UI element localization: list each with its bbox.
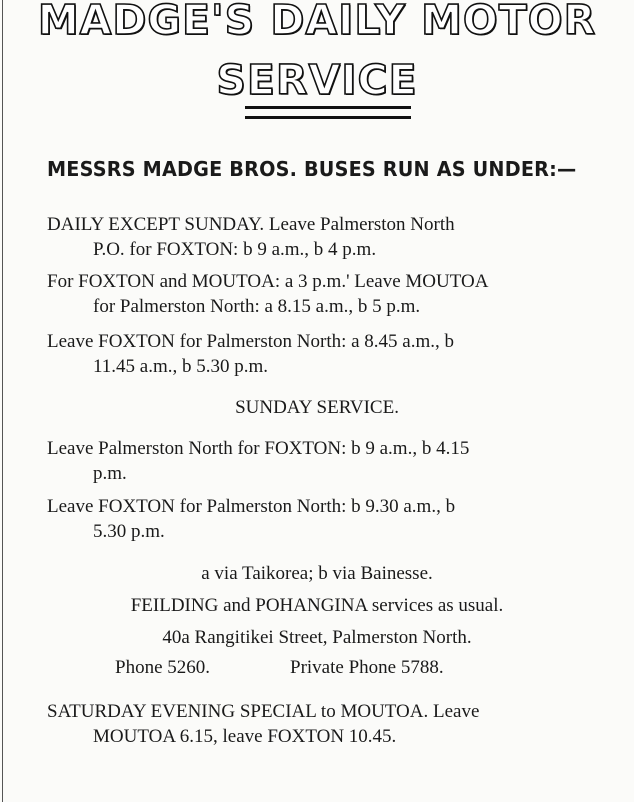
sunday-service-title: SUNDAY SERVICE. (235, 397, 399, 418)
sunday-paragraph-1 (47, 436, 617, 486)
phone-number: Phone 5260. (115, 657, 210, 678)
saturday-special-paragraph (47, 699, 617, 749)
weekday-paragraph-3 (47, 329, 617, 379)
headline-line-2: SERVICE (216, 56, 418, 104)
sunday-p1-line2: p.m. (93, 463, 127, 484)
address: 40a Rangitikei Street, Palmerston North. (162, 627, 472, 648)
subheading: MESSRS MADGE BROS. BUSES RUN AS UNDER:— (47, 157, 577, 181)
weekday-paragraph-1 (47, 212, 617, 262)
private-phone-number: Private Phone 5788. (290, 657, 444, 678)
route-legend: a via Taikorea; b via Bainesse. (201, 563, 433, 584)
weekday-p2-line2: for Palmerston North: a 8.15 a.m., b 5 p.m. (93, 296, 421, 317)
saturday-line2: MOUTOA 6.15, leave FOXTON 10.45. (93, 726, 397, 747)
sunday-paragraph-2 (47, 494, 617, 544)
feilding-notice: FEILDING and POHANGINA services as usual. (130, 595, 504, 616)
saturday-line1: SATURDAY EVENING SPECIAL to MOUTOA. Leave (47, 701, 480, 722)
weekday-p3-line1: Leave FOXTON for Palmerston North: a 8.45 a.m., b (47, 331, 455, 352)
weekday-p3-line2: 11.45 a.m., b 5.30 p.m. (93, 356, 269, 377)
weekday-p1-line1: DAILY EXCEPT SUNDAY. Leave Palmerston North (47, 214, 455, 235)
weekday-p2-line1: For FOXTON and MOUTOA: a 3 p.m.' Leave MOUTOA (47, 271, 489, 292)
weekday-p1-line2: P.O. for FOXTON: b 9 a.m., b 4 p.m. (93, 239, 377, 260)
sunday-p2-line1: Leave FOXTON for Palmerston North: b 9.30 a.m., b (47, 496, 456, 517)
title-underline-top (245, 106, 411, 109)
weekday-paragraph-2 (47, 269, 617, 319)
sunday-p1-line1: Leave Palmerston North for FOXTON: b 9 a.m., b 4.15 (47, 438, 470, 459)
sunday-p2-line2: 5.30 p.m. (93, 521, 165, 542)
headline-line-1: MADGE'S DAILY MOTOR (37, 0, 597, 44)
title-underline-bottom (245, 116, 411, 119)
